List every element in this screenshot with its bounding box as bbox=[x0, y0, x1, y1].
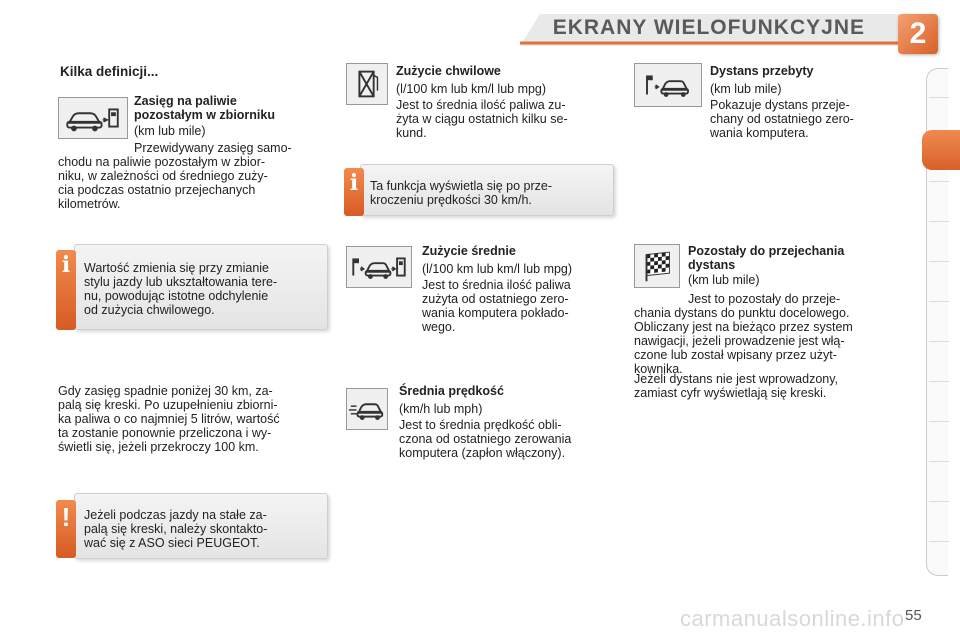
car-fuel-pump-icon bbox=[58, 97, 128, 139]
speed-units: (km/h lub mph) bbox=[399, 402, 483, 416]
remaining-description: Jest to pozostały do przeje- chania dystans do punktu docelowego. Obliczany jest na bieżąco przez system nawigacji, jeżeli prowadzenie jest włą- czone lub został wpisany przez użyt- kownika. bbox=[634, 292, 853, 376]
warning-note-text: Jeżeli podczas jazdy na stałe za- palą się kreski, należy skontakto- wać się z ASO sieci PEUGEOT. bbox=[84, 508, 268, 550]
average-description: Jest to średnia ilość paliwa zużyta od ostatniego zero- wania komputera pokłado- wego. bbox=[422, 278, 571, 334]
average-units: (l/100 km lub km/l lub mpg) bbox=[422, 262, 573, 276]
range-units: (km lub mile) bbox=[134, 124, 206, 138]
remaining-description-2: Jeżeli dystans nie jest wprowadzony, zamiast cyfr wyświetlają się kreski. bbox=[634, 372, 839, 400]
flag-car-icon bbox=[634, 63, 702, 107]
distance-title: Dystans przebyty bbox=[710, 64, 814, 78]
speed-description: Jest to średnia prędkość obli- czona od ostatniego zerowania komputera (zapłon włączony). bbox=[399, 418, 572, 460]
instant-units: (l/100 km lub km/l lub mpg) bbox=[396, 82, 547, 96]
info-note-text: Wartość zmienia się przy zmianie stylu jazdy lub ukształtowania tere- nu, powodując istotne odchylenie od zużycia chwilowego. bbox=[84, 261, 278, 317]
chapter-badge: 2 bbox=[898, 14, 938, 54]
watermark: carmanualsonline.info bbox=[680, 606, 905, 631]
average-title: Zużycie średnie bbox=[422, 244, 516, 258]
page-number: 55 bbox=[905, 607, 922, 624]
page-title: EKRANY WIELOFUNKCYJNE bbox=[552, 16, 865, 39]
fuel-pump-crossed-icon bbox=[346, 63, 388, 105]
active-chapter-tab[interactable] bbox=[922, 130, 960, 170]
instant-title: Zużycie chwilowe bbox=[396, 64, 501, 78]
remaining-units: (km lub mile) bbox=[688, 273, 760, 287]
range-description: Przewidywany zasięg samo- chodu na paliwie pozostałym w zbior- niku, w zależności od średniego zuży- cia podczas ostatnio przejechanych kilometrów. bbox=[58, 141, 292, 211]
info-note-speed-text: Ta funkcja wyświetla się po prze- kroczeniu prędkości 30 km/h. bbox=[370, 179, 553, 207]
speed-title: Średnia prędkość bbox=[399, 384, 504, 398]
distance-description: Pokazuje dystans przeje- chany od ostatniego zero- wania komputera. bbox=[710, 98, 854, 140]
distance-units: (km lub mile) bbox=[710, 82, 782, 96]
checkered-flag-icon bbox=[634, 244, 680, 288]
range-title: Zasięg na paliwie pozostałym w zbiorniku bbox=[134, 94, 275, 122]
remaining-title: Pozostały do przejechania dystans bbox=[688, 244, 845, 272]
info-icon-2: i bbox=[349, 170, 359, 196]
range-dashes-paragraph: Gdy zasięg spadnie poniżej 30 km, za- palą się kreski. Po uzupełnieniu zbiorni- ka paliwa o co najmniej 5 litrów, wartość ta zostanie ponownie przeliczona i wy- świetli się, jeżeli przekroczy 100 km. bbox=[58, 384, 280, 454]
car-speed-icon bbox=[346, 388, 388, 430]
flag-car-fuel-icon bbox=[346, 246, 412, 288]
info-icon: i bbox=[61, 252, 71, 278]
warning-icon: ! bbox=[61, 502, 71, 532]
instant-description: Jest to średnia ilość paliwa zu- żyta w ciągu ostatnich kilku se- kund. bbox=[396, 98, 568, 140]
section-title: Kilka definicji... bbox=[60, 64, 159, 79]
